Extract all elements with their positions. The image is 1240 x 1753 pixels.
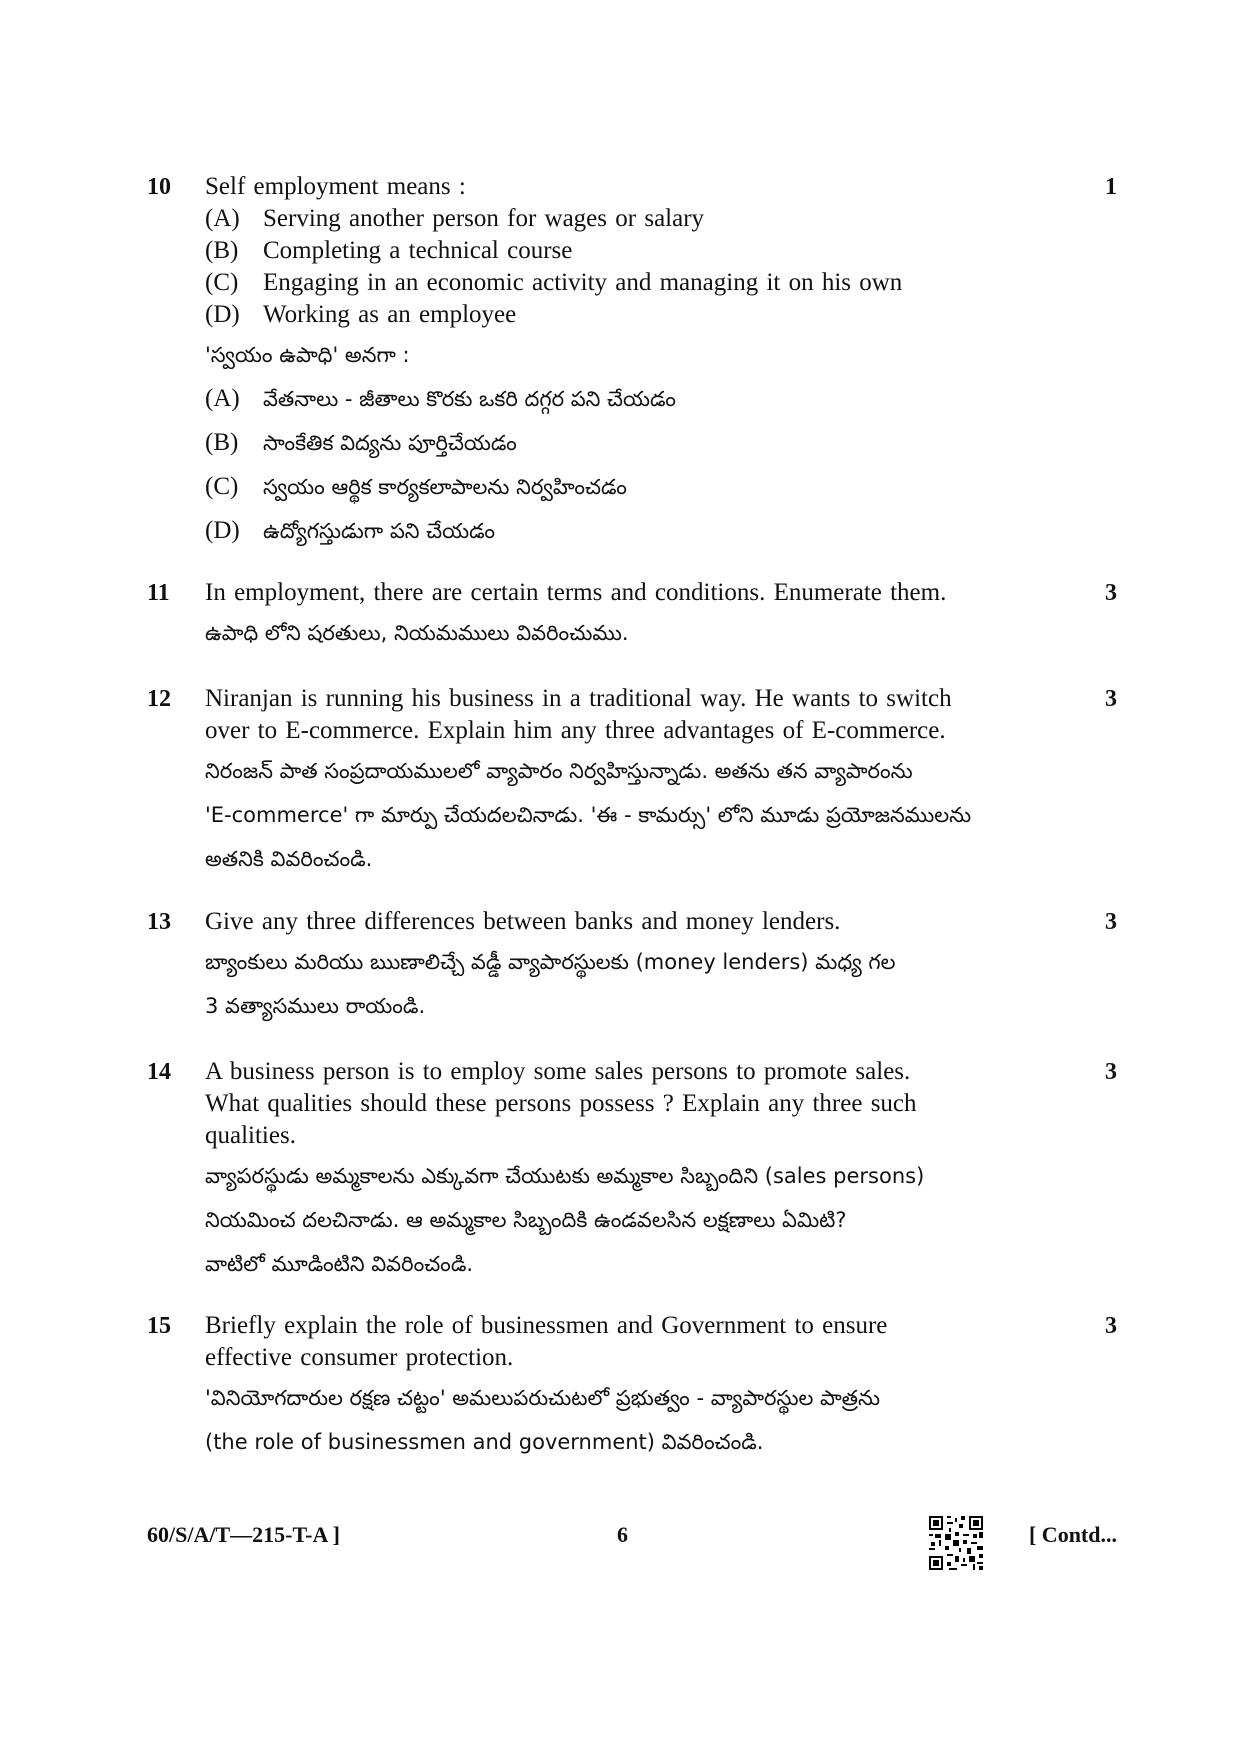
question-text: Self employment means : — [205, 173, 466, 200]
question-marks: 3 — [1105, 1313, 1117, 1339]
option-text: సాంకేతిక విద్యను పూర్తిచేయడం — [263, 431, 517, 455]
question-11 — [147, 577, 1117, 655]
telugu-text-line: నిరంజన్ పాత సంప్రదాయములలో వ్యాపారం నిర్వహిస్తున్నాడు. అతను తన వ్యాపారంను — [205, 759, 913, 783]
option-label: (D) — [205, 301, 240, 328]
question-text-line: over to E-commerce. Explain him any three advantages of E-commerce. — [205, 717, 946, 744]
option-label: (C) — [205, 473, 239, 500]
question-13 — [147, 906, 1117, 1028]
question-number: 15 — [147, 1313, 171, 1339]
option-label: (C) — [205, 269, 239, 296]
question-text: Give any three differences between banks and money lenders. — [205, 908, 841, 935]
question-text-line: Briefly explain the role of businessmen and Government to ensure — [205, 1312, 888, 1339]
option-label: (A) — [205, 205, 240, 232]
option-text: Engaging in an economic activity and managing it on his own — [263, 269, 903, 296]
question-15 — [147, 1310, 1117, 1464]
telugu-text-line: అతనికి వివరించండి. — [205, 847, 373, 871]
question-text-line: effective consumer protection. — [205, 1344, 514, 1371]
question-number: 10 — [147, 174, 171, 200]
question-number: 13 — [147, 909, 171, 935]
telugu-text-line: 3 వత్యాసములు రాయండి. — [205, 994, 426, 1018]
option-text: Completing a technical course — [263, 237, 573, 264]
option-b — [205, 235, 1062, 267]
telugu-text-line: నియమించ దలచినాడు. ఆ అమ్మకాల సిబ్బందికి ఉండవలసిన లక్షణాలు ఏమిటి? — [205, 1208, 847, 1232]
option-label: (B) — [205, 429, 239, 456]
qr-code-icon — [929, 1516, 983, 1570]
telugu-option-d — [205, 509, 1062, 553]
telugu-text-line: (the role of businessmen and government) వివరించండి. — [205, 1430, 764, 1454]
option-text: Working as an employee — [263, 301, 517, 328]
question-12 — [147, 683, 1117, 881]
page-footer — [147, 1522, 1117, 1582]
question-marks: 3 — [1105, 686, 1117, 712]
telugu-text-line: 'E-commerce' గా మార్పు చేయదలచినాడు. 'ఈ - కామర్సు' లోని మూడు ప్రయోజనములను — [205, 803, 972, 827]
telugu-text-line: వ్యాపరస్థుడు అమ్మకాలను ఎక్కువగా చేయుటకు అమ్మకాల సిబ్బందిని (sales persons) — [205, 1164, 925, 1188]
option-text: స్వయం ఆర్థిక కార్యకలాపాలను నిర్వహించడం — [263, 475, 627, 499]
telugu-text-line: 'వినియోగదారుల రక్షణ చట్టం' అమలుపరుచుటలో ప్రభుత్వం - వ్యాపారస్థుల పాత్రను — [205, 1386, 881, 1410]
question-number: 14 — [147, 1059, 171, 1085]
question-text-line: A business person is to employ some sales persons to promote sales. — [205, 1058, 911, 1085]
question-marks: 3 — [1105, 1059, 1117, 1085]
question-marks: 1 — [1105, 174, 1117, 200]
question-marks: 3 — [1105, 580, 1117, 606]
option-d — [205, 299, 1062, 331]
question-10 — [147, 171, 1117, 553]
telugu-question-text: 'స్వయం ఉపాధి' అనగా : — [205, 343, 410, 367]
question-number: 11 — [147, 580, 170, 606]
telugu-text-line: బ్యాంకులు మరియు ఋణాలిచ్చే వడ్డీ వ్యాపారస్థులకు (money lenders) మధ్య గల — [205, 950, 896, 974]
option-text: ఉద్యోగస్తుడుగా పని చేయడం — [263, 519, 496, 543]
page-number: 6 — [617, 1522, 628, 1547]
option-a — [205, 203, 1062, 235]
question-marks: 3 — [1105, 909, 1117, 935]
telugu-question-text: ఉపాధి లోని షరతులు, నియమములు వివరించుము. — [205, 621, 629, 645]
telugu-option-c — [205, 465, 1062, 509]
option-label: (A) — [205, 385, 240, 412]
question-text-line: What qualities should these persons possess ? Explain any three such — [205, 1090, 917, 1117]
telugu-option-b — [205, 421, 1062, 465]
question-text: In employment, there are certain terms and conditions. Enumerate them. — [205, 579, 947, 606]
question-14 — [147, 1056, 1117, 1286]
option-label: (D) — [205, 517, 240, 544]
telugu-text-line: వాటిలో మూడింటిని వివరించండి. — [205, 1252, 474, 1276]
option-text: Serving another person for wages or salary — [263, 205, 705, 232]
continued-label: [ Contd... — [1028, 1522, 1117, 1547]
question-number: 12 — [147, 686, 171, 712]
paper-code: 60/S/A/T—215-T-A ] — [147, 1522, 340, 1547]
telugu-option-a — [205, 377, 1062, 421]
option-text: వేతనాలు - జీతాలు కొరకు ఒకరి దగ్గర పని చేయడం — [263, 387, 676, 411]
question-text-line: qualities. — [205, 1122, 296, 1149]
option-c — [205, 267, 1062, 299]
option-label: (B) — [205, 237, 239, 264]
question-text-line: Niranjan is running his business in a traditional way. He wants to switch — [205, 685, 952, 712]
